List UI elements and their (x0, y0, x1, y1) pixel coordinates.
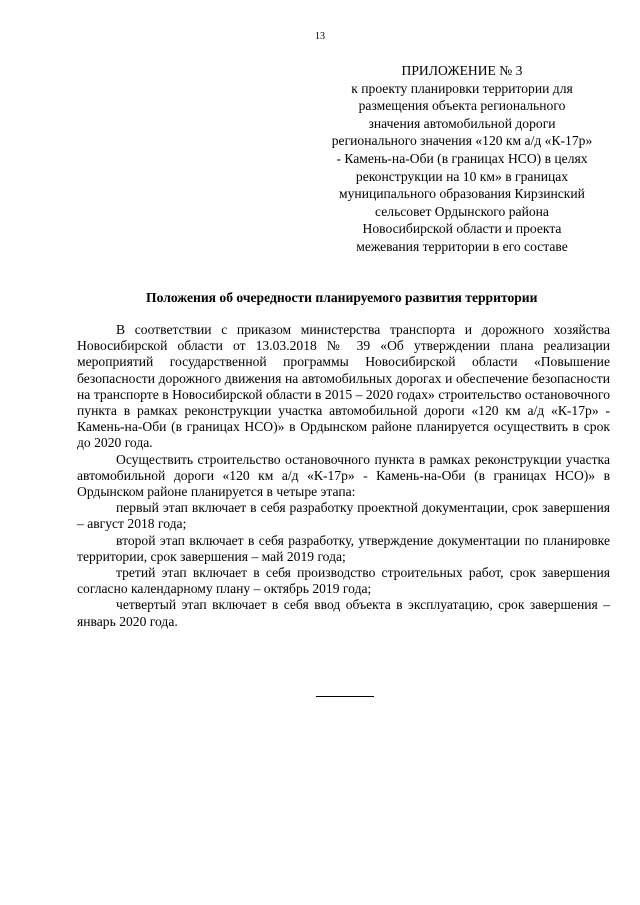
paragraph-stage-3: третий этап включает в себя производство строительных работ, срок завершения согласно календарному плану – октябрь 2019 года; (77, 565, 610, 597)
appendix-line: размещения объекта регионального (358, 98, 566, 114)
appendix-line: к проекту планировки территории для (351, 80, 573, 96)
appendix-line: реконструкции на 10 км» в границах (355, 168, 569, 184)
appendix-header (312, 62, 612, 256)
appendix-line: сельсовет Ордынского района (375, 203, 549, 219)
paragraph-stage-1: первый этап включает в себя разработку проектной документации, срок завершения – август 2018 года; (77, 500, 610, 532)
appendix-line: регионального значения «120 км а/д «К-17р» (331, 133, 593, 149)
section-title: Положения об очередности планируемого развития территории (146, 290, 538, 305)
appendix-line: Новосибирской области и проекта (362, 221, 562, 237)
paragraph-stage-4: четвертый этап включает в себя ввод объекта в эксплуатацию, срок завершения – январь 2020 года. (77, 597, 610, 629)
paragraph-legal-basis: В соответствии с приказом министерства транспорта и дорожного хозяйства Новосибирской области от 13.03.2018 № 39 «Об утверждении плана реализации мероприятий государственной программы Новосибирской области «Повышение безопасности дорожного движения на автомобильных дорогах и обеспечение безопасности на транспорте в Новосибирской области в 2015 – 2020 годах» строительство остановочного пункта в рамках реконструкции участка автомобильной дороги «120 км а/д «К-17р» - Камень-на-Оби (в границах НСО)» в Ордынском районе планируется осуществить в срок до 2020 года. (77, 322, 610, 451)
page-number: 13 (315, 31, 325, 42)
appendix-line: муниципального образования Кирзинский (339, 186, 585, 202)
document-body (77, 322, 610, 630)
paragraph-stages-intro: Осуществить строительство остановочного пункта в рамках реконструкции участка автомобильной дороги «120 км а/д «К-17р» - Камень-на-Оби (в границах НСО)» в Ордынском районе планируется в четыре этапа: (77, 451, 610, 500)
end-of-document-rule (316, 696, 374, 697)
appendix-line: - Камень-на-Оби (в границах НСО) в целях (336, 150, 588, 166)
appendix-title: ПРИЛОЖЕНИЕ № 3 (401, 63, 523, 78)
appendix-line: межевания территории в его составе (356, 238, 568, 254)
appendix-line: значения автомобильной дороги (368, 115, 556, 131)
paragraph-stage-2: второй этап включает в себя разработку, утверждение документации по планировке территории, срок завершения – май 2019 года; (77, 532, 610, 564)
